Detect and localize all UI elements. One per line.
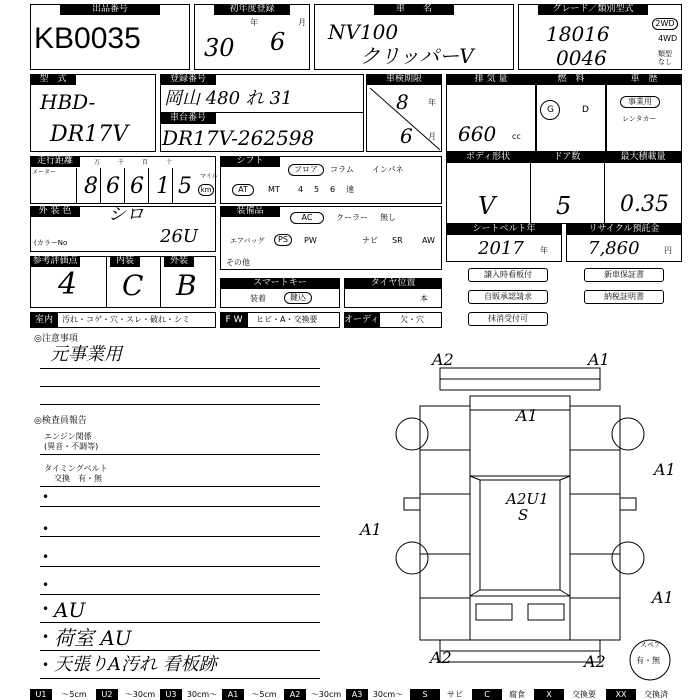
legend-val-x: 交換要 [572,690,596,699]
smartkey-label: スマートキー [220,278,340,289]
mileage-unit-sen: 千 [118,159,125,166]
doc-2: 新車保証書 [584,268,664,282]
mark-roof-s: S [518,506,529,524]
mileage-digit-3: 6 [130,174,144,199]
legend-key-u2: U2 [96,689,118,700]
model-line1: HBD- [40,90,96,114]
mileage-digit-4: 1 [156,174,170,199]
score-overall-label: 参考評価点 [30,256,80,267]
report-timing-sub: 交換 有・無 [54,474,102,483]
equip-ac: AC [290,212,324,224]
equip-other: その他 [226,258,250,267]
mileage-unit-man: 万 [94,159,101,166]
score-overall: 4 [58,267,78,302]
fuel-label: 燃 料 [536,74,606,85]
legend-val-xx: 交換済 [644,690,668,699]
legend-key-x: X [534,689,564,700]
equip-cooler: クーラー [336,213,368,222]
model-label: 型 式 [30,74,76,85]
report-timing: タイミングベルト [44,464,108,473]
displacement-value: 660 [458,122,497,146]
doc-4: 納税証明書 [584,290,664,304]
legend-val-a3: 30cm～ [372,690,404,699]
fw-row-label: F W [220,312,248,328]
shift-floor: フロア [288,164,324,176]
color-value: シロ [108,204,144,225]
notes-label: ◎注意事項 [34,334,78,344]
legend-key-s: S [410,689,440,700]
mileage-km: km [198,184,214,196]
model-line2: DR17V [50,122,129,147]
doc-3: 自販承認請求 [468,290,548,304]
equip-navi: ナビ [362,236,378,245]
inspection-label: 車検期限 [366,74,442,85]
seatbelt-label: シートベルト年 [446,224,562,235]
first-reg-year: 30 [204,34,235,62]
report-line-3: 天張りA汚れ 看板跡 [54,654,217,675]
mileage-label: 走行距離 [30,156,80,167]
reg-value: 岡山 480 れ 31 [164,88,293,109]
score-interior-label: 内装 [110,256,140,267]
fuel-g: G [547,105,554,115]
shift-label: シフト [220,156,280,167]
body-label: ボディ形状 [446,152,530,163]
mark-roof: A2U1 [506,490,549,508]
mileage-digit-1: 8 [84,174,98,199]
mileage-digit-2: 6 [106,174,120,199]
first-reg-year-unit: 年 [250,18,258,27]
legend-val-a1: ～5cm [251,690,277,699]
fuel-d: D [582,105,589,115]
car-diagram [360,340,700,688]
interior-row-items: 汚れ・コゲ・穴・スレ・破れ・シミ [62,315,190,324]
legend-key-a1: A1 [222,689,244,700]
mark-a2-bottom-right: A2 [584,652,606,671]
reg-label: 登録番号 [160,74,216,85]
shift-at: AT [232,184,254,196]
shift-mt: MT [268,185,280,194]
shift-6: 6 [330,185,336,194]
first-reg-month: 6 [270,28,286,56]
spare-value: 有・無 [636,656,660,665]
mileage-digits [56,168,194,204]
seatbelt-unit: 年 [540,246,548,255]
mark-a2-bottom-left: A2 [430,648,452,667]
displacement-unit: cc [512,132,521,141]
score-interior: C [122,269,144,302]
grade-opt-none: 類型なし [658,50,672,66]
car-name-line1: NV100 [328,20,399,44]
recycle-unit: 円 [664,246,672,255]
inspection-year: 8 [396,90,409,114]
car-name-line2: クリッパーV [360,44,474,68]
tire-unit: 本 [420,294,428,303]
shift-soku: 速 [346,185,354,194]
capacity-label: 最大積載量 [604,152,682,163]
capacity-value: 0.35 [620,192,669,217]
color-code-label: (カラーNo [34,239,68,247]
mileage-unit-ju: 十 [166,159,173,166]
equipment-label: 装備品 [220,206,280,217]
report-label: ◎検査員報告 [34,416,87,426]
mark-a2-top-left: A2 [432,350,454,369]
legend-key-u1: U1 [30,689,52,700]
score-exterior-label: 外装 [164,256,194,267]
car-name-label: 車 名 [374,4,454,15]
audio-row-items: 欠・穴 [400,315,424,324]
equip-aw: AW [422,236,435,245]
audio-row-label: オーディオ [344,312,380,328]
equip-ps: PS [274,234,292,246]
equip-none: 無し [380,213,396,222]
first-reg-label: 初年度登録 [214,4,290,15]
grade-line2: 0046 [556,46,607,70]
shift-5: 5 [314,185,320,194]
report-line-2: 荷室 AU [54,626,132,650]
recycle-value: 7,860 [588,238,640,259]
lot-label: 出品番号 [60,4,160,15]
report-engine: エンジン関係 [44,432,92,441]
displacement-label: 排 気 量 [446,74,536,85]
shift-column: コラム [330,165,354,174]
fw-row-items: ヒビ・A・交換要 [256,315,318,324]
chassis-value: DR17V-262598 [162,126,315,150]
inspection-strike [366,86,442,152]
spare-label: スペア [640,641,661,649]
legend-key-c: C [472,689,502,700]
legend-key-xx: XX [606,689,636,700]
body-value: V [478,192,496,220]
color-code: 26U [160,226,199,247]
legend-val-a2: ～30cm [310,690,342,699]
mileage-mile: マイル [200,173,218,180]
interior-row-label: 室内 [30,312,58,328]
legend-val-s: サビ [447,690,463,699]
grade-opt-2wd: 2WD [652,18,678,30]
report-engine-sub: (異音・不調等) [44,442,99,451]
inspection-month: 6 [400,124,413,148]
equip-pw: PW [304,236,317,245]
color-label: 外 装 色 [30,206,80,217]
legend-key-u3: U3 [160,689,182,700]
smartkey-opt1: 装着 [250,294,266,303]
mark-a1-right-upper: A1 [654,460,676,479]
doors-label: ドア数 [530,152,604,163]
history-label: 車 歴 [606,74,682,85]
inspection-year-unit: 年 [428,98,436,107]
history-opt2: レンタカー [622,115,657,123]
grade-label: グレード／類別型式 [538,4,648,15]
shift-4: 4 [298,185,304,194]
mileage-unit-hyaku: 百 [142,159,149,166]
grade-line1: 18016 [546,22,610,46]
doors-value: 5 [556,192,572,220]
first-reg-month-unit: 月 [298,18,306,27]
chassis-label: 車台番号 [160,113,216,124]
equip-airbag: エアバッグ [230,237,265,245]
legend-val-u3: 30cm～ [186,690,218,699]
mark-a1-right-lower: A1 [652,588,674,607]
inspection-month-unit: 月 [428,132,436,141]
notes-line1: 元事業用 [50,344,122,365]
shift-inpane: インパネ [372,165,404,174]
doc-1: 譲入時看板付 [468,268,548,282]
mileage-digit-5: 5 [178,174,192,199]
mark-a1-top-right: A1 [588,350,610,369]
doc-5: 抹消受付可 [468,312,548,326]
tire-label: タイヤ位置 [344,278,442,289]
recycle-label: リサイクル預託金 [566,224,682,235]
seatbelt-value: 2017 [478,238,524,259]
legend-key-a2: A2 [284,689,306,700]
legend-val-u1: ～5cm [61,690,87,699]
history-opt1: 事業用 [620,96,660,108]
equip-sr: SR [392,236,403,245]
grade-opt-4wd: 4WD [658,34,678,43]
legend-val-c: 腐食 [509,690,525,699]
smartkey-opt2: 鍵込 [284,292,312,304]
history-box [606,74,682,152]
legend-key-a3: A3 [346,689,368,700]
score-exterior: B [176,269,197,302]
legend-val-u2: ～30cm [124,690,156,699]
mileage-meter-label: メーター [32,169,57,176]
mark-a1-rear-center: A1 [516,406,538,425]
report-line-1: AU [54,598,86,622]
lot-number: KB0035 [34,22,141,55]
mark-a1-left: A1 [360,520,382,539]
